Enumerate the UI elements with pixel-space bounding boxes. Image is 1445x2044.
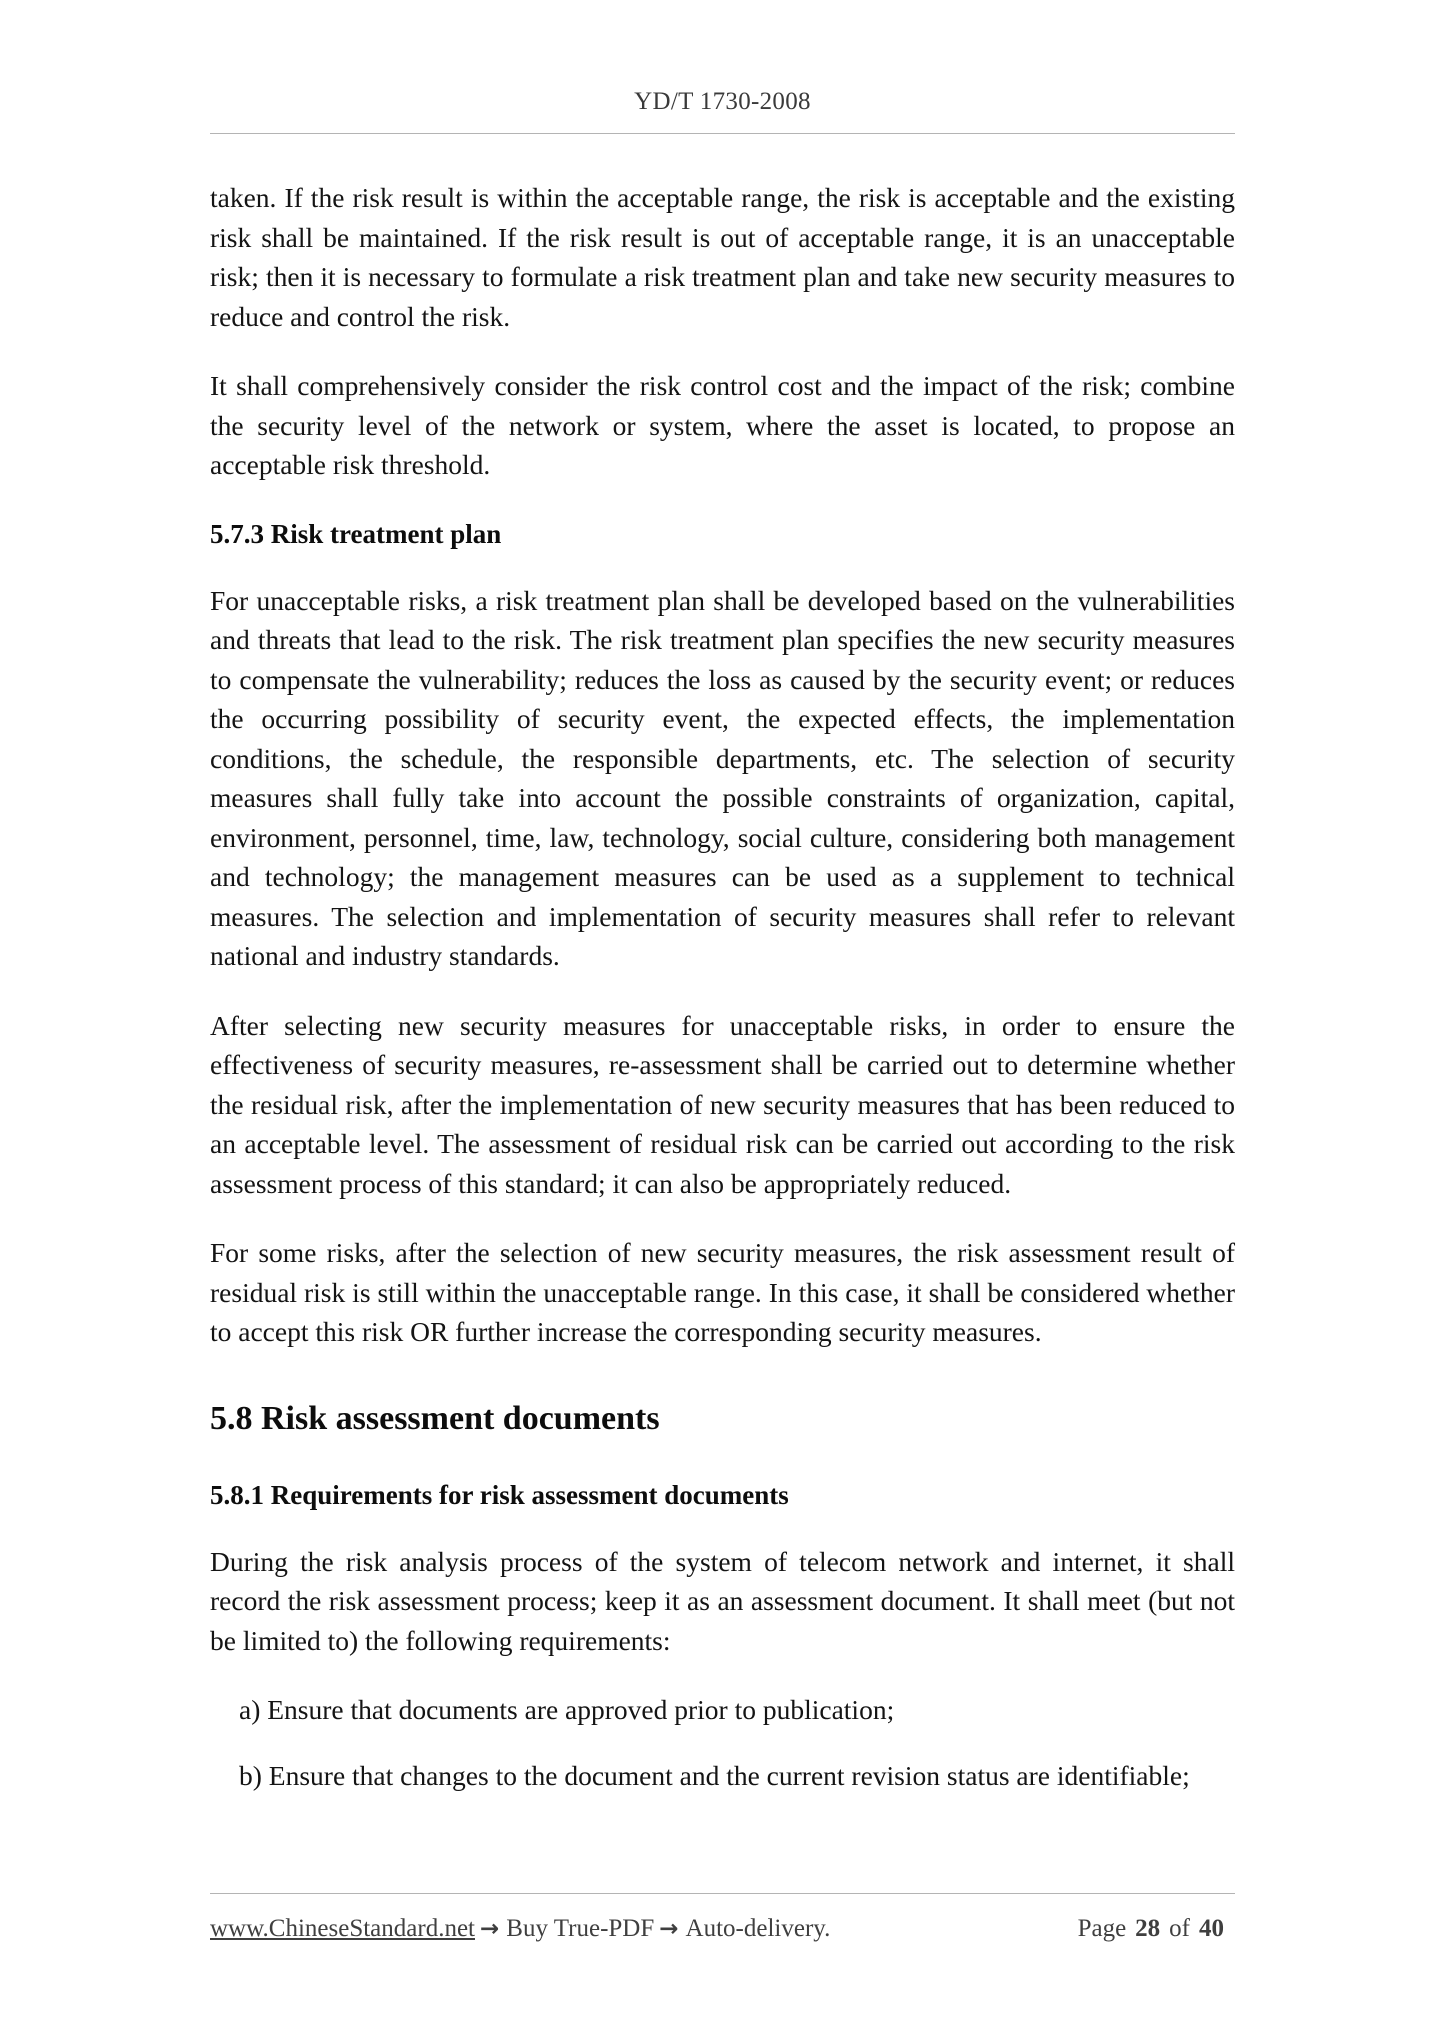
standard-identifier: YD/T 1730-2008	[634, 88, 811, 115]
document-content	[210, 178, 1235, 1821]
paragraph-taken-risk-result: taken. If the risk result is within the acceptable range, the risk is acceptable and the existing risk shall be maintained. If the risk result is out of acceptable range, it is an unacceptable risk; then it is necessary to formulate a risk treatment plan and take new security measures to reduce and control the risk.	[210, 182, 1235, 332]
paragraph-risk-control-cost: It shall comprehensively consider the risk control cost and the impact of the risk; combine the security level of the network or system, where the asset is located, to propose an acceptable risk threshold.	[210, 370, 1235, 480]
heading-5-8-1-requirements: 5.8.1 Requirements for risk assessment documents	[210, 1479, 789, 1510]
page-footer	[210, 1915, 1235, 1961]
list-item: b) Ensure that changes to the document and the current revision status are identifiable;	[239, 1759, 1190, 1791]
requirements-list	[210, 1690, 1235, 1795]
website-link[interactable]: www.ChineseStandard.net	[210, 1915, 475, 1942]
page-label: Page	[1077, 1915, 1127, 1942]
total-page-number: 40	[1199, 1915, 1224, 1942]
paragraph-after-selecting-measures: After selecting new security measures for unacceptable risks, in order to ensure the effectiveness of security measures, re-assessment shall be carried out to determine whether the residual risk, after the implementation of new security measures that has been reduced to an acceptable level. The assessment of residual risk can be carried out according to the risk assessment process of this standard; it can also be appropriately reduced.	[210, 1009, 1235, 1199]
offer-buy-true-pdf: Buy True-PDF	[506, 1915, 655, 1942]
page-indicator	[1074, 1915, 1229, 1943]
arrow-right-icon: →	[659, 1916, 679, 1942]
offer-auto-delivery: Auto-delivery.	[685, 1915, 831, 1942]
heading-5-7-3-risk-treatment-plan: 5.7.3 Risk treatment plan	[210, 518, 502, 549]
footer-divider	[210, 1893, 1235, 1894]
header-divider	[210, 133, 1235, 134]
heading-5-8-risk-assessment-documents: 5.8 Risk assessment documents	[210, 1399, 660, 1437]
list-item: a) Ensure that documents are approved prior to publication;	[239, 1694, 895, 1725]
footer-promo	[210, 1915, 830, 1943]
paragraph-during-risk-analysis: During the risk analysis process of the system of telecom network and internet, it shall record the risk assessment process; keep it as an assessment document. It shall meet (but not be limited to) the following requirements:	[210, 1545, 1235, 1656]
of-label: of	[1169, 1915, 1190, 1942]
current-page-number: 28	[1135, 1915, 1161, 1942]
paragraph-unacceptable-risks: For unacceptable risks, a risk treatment plan shall be developed based on the vulnerabilities and threats that lead to the risk. The risk treatment plan specifies the new security measures to compensate the vulnerability; reduces the loss as caused by the security event; or reduces the occurring possibility of security event, the expected effects, the implementation conditions, the schedule, the responsible departments, etc. The selection of security measures shall fully take into account the possible constraints of organization, capital, environment, personnel, time, law, technology, social culture, considering both management and technology; the management measures can be used as a supplement to technical measures. The selection and implementation of security measures shall refer to relevant national and industry standards.	[210, 584, 1235, 971]
page-header	[210, 88, 1235, 116]
paragraph-for-some-risks: For some risks, after the selection of new security measures, the risk assessment result of residual risk is still within the unacceptable range. In this case, it shall be considered whether to accept this risk OR further increase the corresponding security measures.	[210, 1237, 1235, 1347]
arrow-right-icon: →	[480, 1916, 500, 1942]
